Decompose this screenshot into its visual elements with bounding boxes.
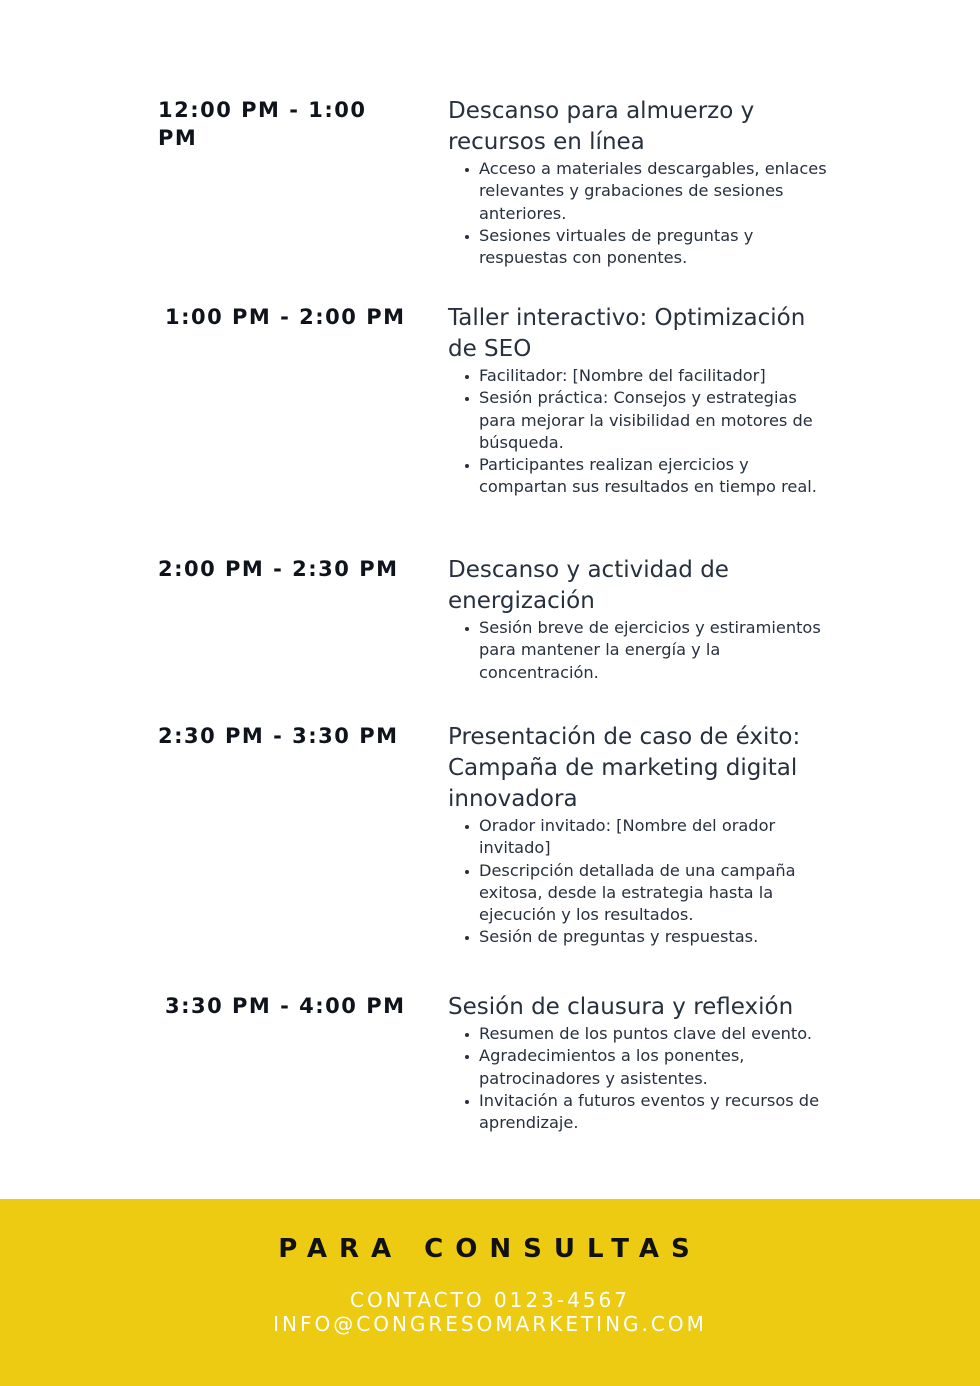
schedule-title: Presentación de caso de éxito: Campaña de marketing digital innovadora <box>448 724 801 812</box>
footer-heading: PARA CONSULTAS <box>278 1234 702 1264</box>
schedule-content <box>448 96 838 269</box>
schedule-time: 12:00 PM - 1:00 PM <box>158 98 367 150</box>
bullet-item: Orador invitado: [Nombre del orador invitado] <box>479 815 838 860</box>
bullet-item: Agradecimientos a los ponentes, patrocinadores y asistentes. <box>479 1045 838 1090</box>
bullet-item: Sesión de preguntas y respuestas. <box>479 926 838 948</box>
bullet-item: Acceso a materiales descargables, enlaces relevantes y grabaciones de sesiones anteriores. <box>479 158 838 225</box>
contact-phone: CONTACTO 0123-4567 <box>350 1288 630 1312</box>
schedule-content <box>448 303 838 499</box>
bullet-item: Facilitador: [Nombre del facilitador] <box>479 365 838 387</box>
schedule-bullets <box>448 1023 838 1134</box>
schedule-bullets <box>448 365 838 499</box>
contact-email: INFO@CONGRESOMARKETING.COM <box>273 1312 707 1336</box>
schedule-time: 2:30 PM - 3:30 PM <box>158 724 399 748</box>
bullet-item: Sesión práctica: Consejos y estrategias para mejorar la visibilidad en motores de búsqueda. <box>479 387 838 454</box>
schedule-content <box>448 555 838 684</box>
schedule-title: Descanso para almuerzo y recursos en línea <box>448 98 755 155</box>
schedule-bullets <box>448 158 838 269</box>
schedule-content <box>448 992 838 1134</box>
bullet-item: Sesiones virtuales de preguntas y respuestas con ponentes. <box>479 225 838 270</box>
bullet-item: Sesión breve de ejercicios y estiramientos para mantener la energía y la concentración. <box>479 617 838 684</box>
bullet-item: Descripción detallada de una campaña exitosa, desde la estrategia hasta la ejecución y los resultados. <box>479 860 838 927</box>
bullet-item: Participantes realizan ejercicios y compartan sus resultados en tiempo real. <box>479 454 838 499</box>
schedule-time: 3:30 PM - 4:00 PM <box>165 994 406 1018</box>
schedule-time: 2:00 PM - 2:30 PM <box>158 557 399 581</box>
schedule-time: 1:00 PM - 2:00 PM <box>165 305 406 329</box>
schedule-title: Sesión de clausura y reflexión <box>448 994 794 1020</box>
bullet-item: Resumen de los puntos clave del evento. <box>479 1023 838 1045</box>
schedule-content <box>448 722 838 949</box>
schedule-bullets <box>448 617 838 684</box>
bullet-item: Invitación a futuros eventos y recursos de aprendizaje. <box>479 1090 838 1135</box>
schedule-title: Descanso y actividad de energización <box>448 557 729 614</box>
schedule-title: Taller interactivo: Optimización de SEO <box>448 305 806 362</box>
schedule-bullets <box>448 815 838 949</box>
